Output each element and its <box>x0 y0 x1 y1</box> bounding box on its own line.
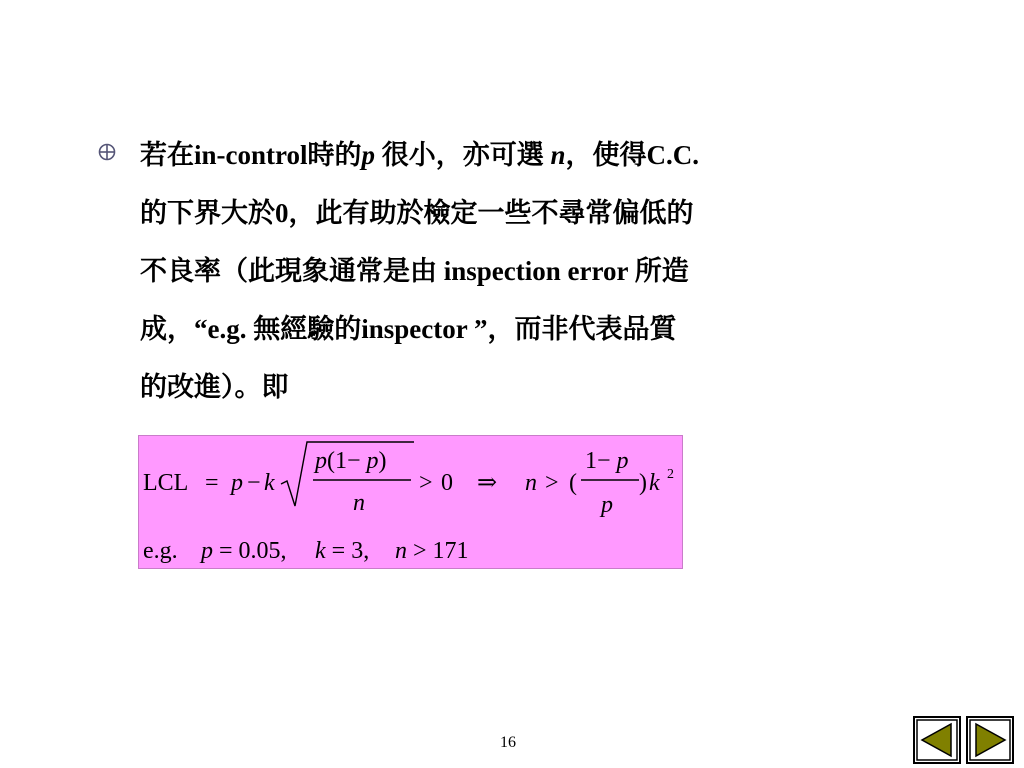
frac1-numerator: p(1− p) <box>315 448 387 474</box>
bullet-text <box>140 126 860 416</box>
example-n: n > 171 <box>395 538 469 564</box>
gt-sign: > <box>419 470 433 496</box>
page-number: 16 <box>500 734 516 751</box>
eq-sign: = <box>205 470 219 496</box>
right-paren: ) <box>639 470 647 496</box>
text-line-2: 的下界大於0，此有助於檢定一些不尋常偏低的 <box>140 198 694 228</box>
next-slide-button[interactable] <box>966 716 1014 764</box>
minus-sign: − <box>247 470 261 496</box>
exponent-2: 2 <box>667 467 674 482</box>
text-line-3: 不良率（此現象通常是由 inspection error 所造 <box>140 256 689 286</box>
text-line-5: 的改進）。即 <box>140 372 289 402</box>
crosshair-bullet-icon <box>98 143 116 161</box>
example-p: p = 0.05, <box>201 538 287 564</box>
frac2-denominator: p <box>601 492 613 518</box>
var-k: k <box>264 470 275 496</box>
example-k: k = 3, <box>315 538 370 564</box>
left-paren: ( <box>569 470 577 496</box>
line1-part1: 若在in-control時的 <box>140 140 362 170</box>
lcl-label: LCL <box>143 470 189 496</box>
zero: 0 <box>441 470 453 496</box>
line1-var-p: p <box>361 140 375 170</box>
var-k-2: k <box>649 470 660 496</box>
previous-slide-button[interactable] <box>913 716 961 764</box>
implies-arrow: ⇒ <box>477 470 498 496</box>
formula-box <box>138 435 683 569</box>
var-p: p <box>231 470 243 496</box>
line1-var-n: n <box>550 140 566 170</box>
line1-part5: ，使得C.C. <box>565 140 700 170</box>
text-line-1 <box>140 126 860 184</box>
frac1-denominator: n <box>353 490 365 516</box>
text-line-4: 成，“e.g. 無經驗的inspector ”，而非代表品質 <box>140 314 677 344</box>
var-n: n <box>525 470 537 496</box>
line1-part3: 很小，亦可選 <box>375 140 551 170</box>
formula-svg <box>139 436 684 570</box>
frac2-numerator: 1− p <box>585 448 629 474</box>
example-prefix: e.g. <box>143 538 178 564</box>
gt-sign-2: > <box>545 470 559 496</box>
